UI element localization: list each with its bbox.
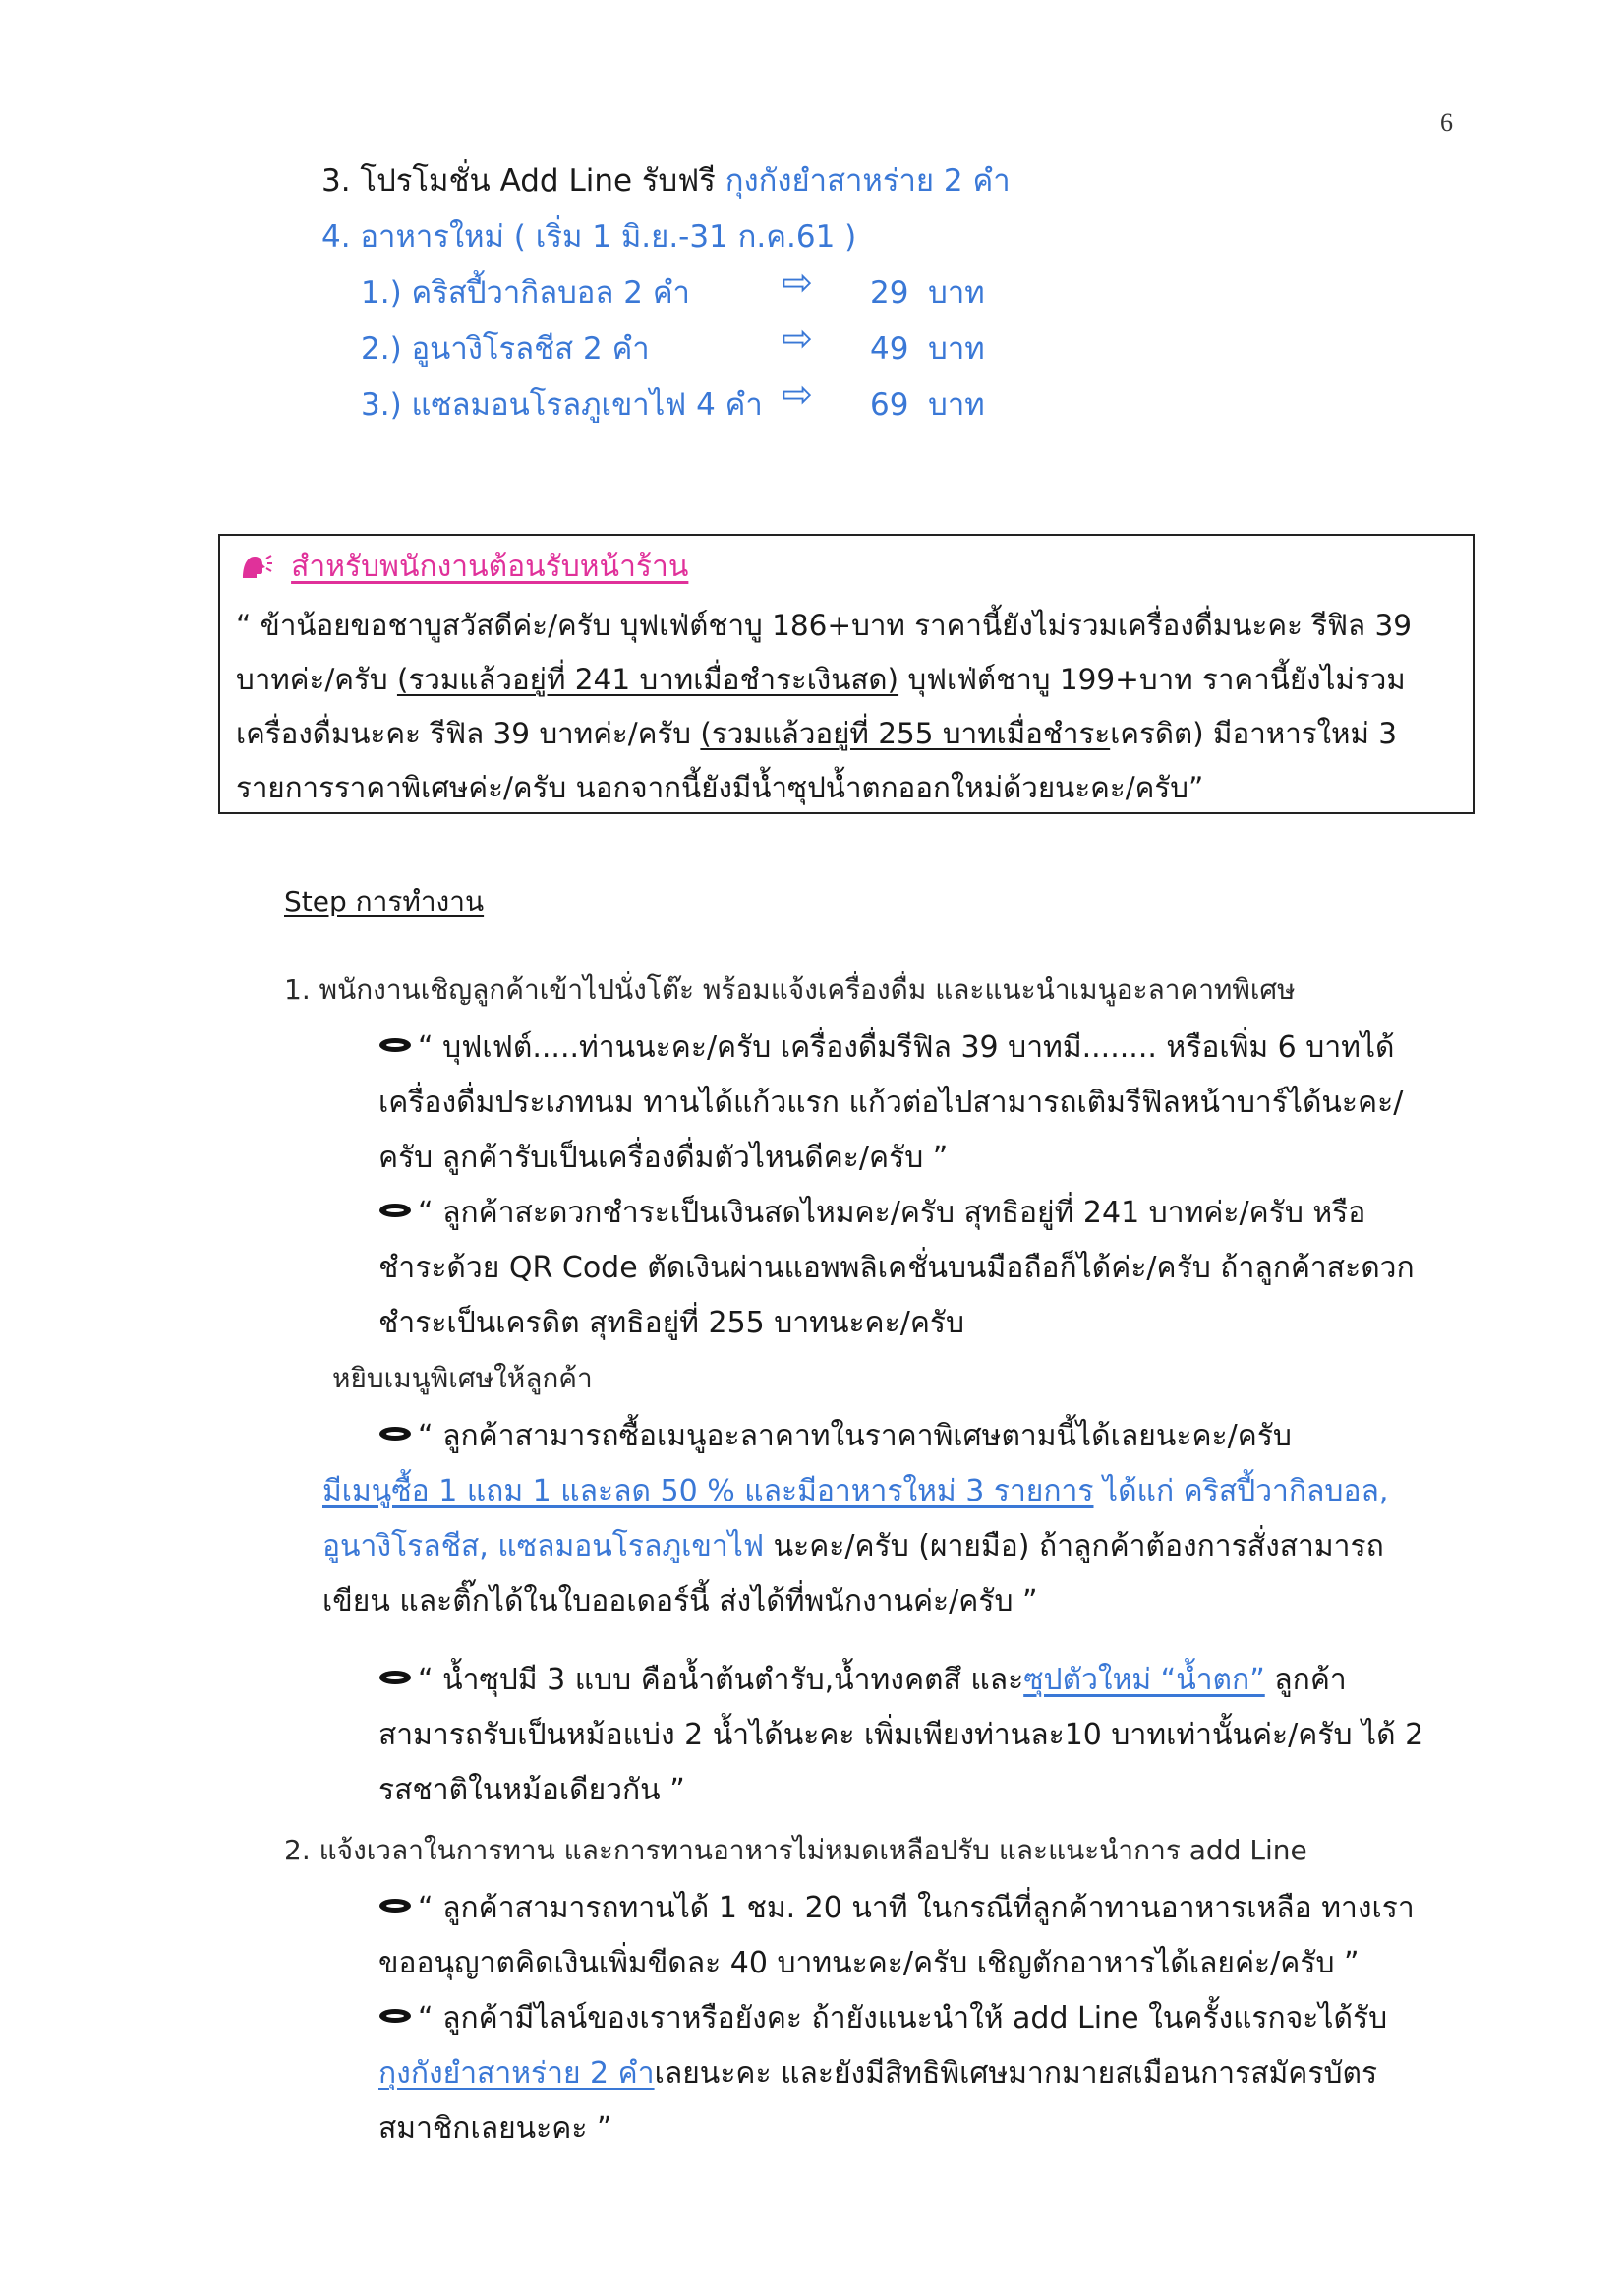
- script-drinks-line-1: “ บุฟเฟต์.....ท่านนะคะ/ครับ เครื่องดื่มรีฟิล 39 บาทมี........ หรือเพิ่ม 6 บาทได้: [378, 1025, 1395, 1071]
- script-soup-line-3: รสชาติในหม้อเดียวกัน ”: [378, 1773, 685, 1807]
- box-title: [239, 544, 688, 590]
- script-line-add-line-1: “ ลูกค้ามีไลน์ของเราหรือยังคะ ถ้ายังแนะนำให้ add Line ในครั้งแรกจะได้รับ: [378, 1995, 1387, 2041]
- script-line-add-line-2: กุงกังยำสาหร่าย 2 คำเลยนะคะ และยังมีสิทธิพิเศษมากมายสเมือนการสมัครบัตร: [378, 2056, 1378, 2090]
- step-2: 2. แจ้งเวลาในการทาน และการทานอาหารไม่หมดเหลือปรับ และแนะนำการ add Line: [284, 1834, 1307, 1866]
- new-food-item-2-name: 2.) อูนางิโรลชีส 2 คำ: [361, 331, 650, 367]
- special-menu-link[interactable]: มีเมนูซื้อ 1 แถม 1 และลด 50 % และมีอาหารใหม่ 3 รายการ: [322, 1474, 1094, 1508]
- arrow-right-icon: ⇨: [782, 317, 813, 360]
- pick-special-menu: หยิบเมนูพิเศษให้ลูกค้า: [332, 1362, 593, 1394]
- script-payment-line-1: “ ลูกค้าสะดวกชำระเป็นเงินสดไหมคะ/ครับ สุทธิอยู่ที่ 241 บาทค่ะ/ครับ หรือ: [378, 1190, 1365, 1236]
- speaking-head-icon: [239, 549, 272, 582]
- script-soup-line-2: สามารถรับเป็นหม้อแบ่ง 2 น้ำได้นะคะ เพิ่มเพียงท่านละ10 บาทเท่านั้นค่ะ/ครับ ได้ 2: [378, 1718, 1424, 1752]
- new-food-item-1-price: 29 บาท: [870, 275, 985, 311]
- arrow-right-icon: ⇨: [782, 373, 813, 416]
- script-payment-line-2: ชำระด้วย QR Code ตัดเงินผ่านแอพพลิเคชั่นบนมือถือก็ได้ค่ะ/ครับ ถ้าลูกค้าสะดวก: [378, 1251, 1415, 1285]
- script-special-menu-line-3: อูนางิโรลชีส, แซลมอนโรลภูเขาไฟ นะคะ/ครับ (ผายมือ) ถ้าลูกค้าต้องการสั่งสามารถ: [322, 1529, 1384, 1563]
- script-time-line-1: “ ลูกค้าสามารถทานได้ 1 ชม. 20 นาที ในกรณีที่ลูกค้าทานอาหารเหลือ ทางเรา: [378, 1885, 1415, 1931]
- lips-icon: [378, 1203, 412, 1218]
- script-special-menu-line-2: มีเมนูซื้อ 1 แถม 1 และลด 50 % และมีอาหารใหม่ 3 รายการ ได้แก่ คริสปี้วากิลบอล,: [322, 1474, 1389, 1508]
- new-food-item-3-name: 3.) แซลมอนโรลภูเขาไฟ 4 คำ: [361, 387, 763, 423]
- script-special-menu-line-4: เขียน และติ๊กได้ในใบออเดอร์นี้ ส่งได้ที่พนักงานค่ะ/ครับ ”: [322, 1584, 1038, 1619]
- box-line-1: “ ข้าน้อยขอชาบูสวัสดีค่ะ/ครับ บุฟเฟ่ต์ชาบู 186+บาท ราคานี้ยังไม่รวมเครื่องดื่มนะคะ รีฟิล 39: [236, 609, 1413, 642]
- script-line-add-line-3: สมาชิกเลยนะคะ ”: [378, 2111, 612, 2146]
- script-drinks-line-2: เครื่องดื่มประเภทนม ทานได้แก้วแรก แก้วต่อไปสามารถเติมรีฟิลหน้าบาร์ได้นะคะ/: [378, 1086, 1404, 1120]
- new-food-item-1-name: 1.) คริสปี้วากิลบอล 2 คำ: [361, 275, 690, 311]
- lips-icon: [378, 1426, 412, 1442]
- new-food-heading: 4. อาหารใหม่ ( เริ่ม 1 มิ.ย.-31 ก.ค.61 ): [321, 219, 857, 255]
- script-time-line-2: ขออนุญาตคิดเงินเพิ่มขีดละ 40 บาทนะคะ/ครับ เชิญตักอาหารได้เลยค่ะ/ครับ ”: [378, 1946, 1360, 1980]
- steps-title: Step การทำงาน: [284, 885, 485, 917]
- box-line-3: เครื่องดื่มนะคะ รีฟิล 39 บาทค่ะ/ครับ (รวมแล้วอยู่ที่ 255 บาทเมื่อชำระเครดิต) มีอาหารใหม่ 3: [236, 717, 1398, 750]
- new-soup-link[interactable]: ซุปตัวใหม่ “น้ำตก”: [1023, 1663, 1265, 1697]
- lips-icon: [378, 1037, 412, 1053]
- box-title-text: สำหรับพนักงานต้อนรับหน้าร้าน: [291, 550, 689, 584]
- box-line-2: บาทค่ะ/ครับ (รวมแล้วอยู่ที่ 241 บาทเมื่อชำระเงินสด) บุฟเฟ่ต์ชาบู 199+บาท ราคานี้ยังไม่รวม: [236, 663, 1406, 696]
- lips-icon: [378, 1898, 412, 1913]
- arrow-right-icon: ⇨: [782, 261, 813, 304]
- promo-add-line: [321, 155, 1011, 205]
- promo-add-line-link[interactable]: กุงกังยำสาหร่าย 2 คำ: [725, 163, 1011, 199]
- script-drinks-line-3: ครับ ลูกค้ารับเป็นเครื่องดื่มตัวไหนดีคะ/ครับ ”: [378, 1141, 949, 1175]
- step-1: 1. พนักงานเชิญลูกค้าเข้าไปนั่งโต๊ะ พร้อมแจ้งเครื่องดื่ม และแนะนำเมนูอะลาคาทพิเศษ: [284, 973, 1296, 1006]
- script-special-menu-line-1: “ ลูกค้าสามารถซื้อเมนูอะลาคาทในราคาพิเศษตามนี้ได้เลยนะคะ/ครับ: [378, 1413, 1292, 1459]
- promo-add-line-text: 3. โปรโมชั่น Add Line รับฟรี: [321, 163, 725, 199]
- script-soup-line-1: “ น้ำซุปมี 3 แบบ คือน้ำต้นตำรับ,น้ำทงคตสึ และซุปตัวใหม่ “น้ำตก” ลูกค้า: [378, 1657, 1347, 1703]
- free-gift-link[interactable]: กุงกังยำสาหร่าย 2 คำ: [378, 2056, 655, 2090]
- page-number: 6: [1440, 108, 1453, 137]
- script-payment-line-3: ชำระเป็นเครดิต สุทธิอยู่ที่ 255 บาทนะคะ/ครับ: [378, 1306, 965, 1340]
- box-line-4: รายการราคาพิเศษค่ะ/ครับ นอกจากนี้ยังมีน้ำซุปน้ำตกออกใหม่ด้วยนะคะ/ครับ”: [236, 771, 1204, 804]
- lips-icon: [378, 2008, 412, 2024]
- new-food-item-2-price: 49 บาท: [870, 331, 985, 367]
- lips-icon: [378, 1670, 412, 1685]
- new-food-item-3-price: 69 บาท: [870, 387, 985, 423]
